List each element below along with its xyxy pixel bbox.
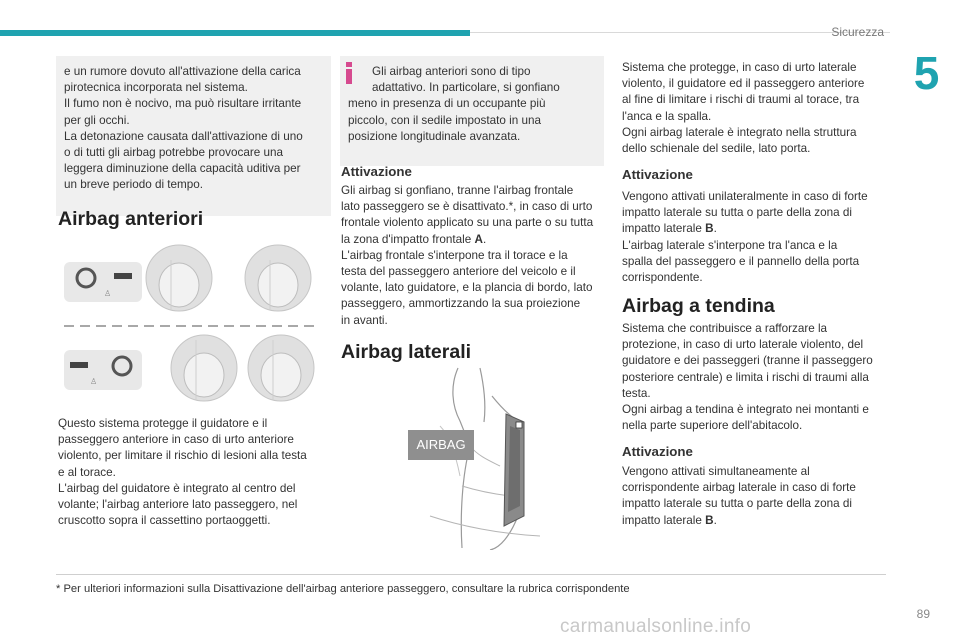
body-line: spalla del passeggero e il pannello della porta xyxy=(622,254,860,268)
box-line: o di tutti gli airbag potrebbe provocare una xyxy=(64,146,283,160)
heading-airbag-a-tendina: Airbag a tendina xyxy=(622,295,775,317)
header-rule xyxy=(470,32,890,33)
warning-box xyxy=(56,56,331,216)
body-line: passeggero anteriore in caso di urto anteriore xyxy=(58,433,294,447)
body-line: protezione, in caso di urto laterale violento, del xyxy=(622,338,864,352)
box-line: e un rumore dovuto all'attivazione della carica xyxy=(64,65,301,78)
body-text: impatto laterale xyxy=(622,513,706,527)
heading-airbag-laterali: Airbag laterali xyxy=(341,341,472,363)
body-line: corrispondente airbag laterale in caso di forte xyxy=(622,481,856,495)
body-line: posteriore centrale) e limita i rischi di traumi alla xyxy=(622,370,869,384)
footnote-rule xyxy=(56,574,886,575)
frontal-activation-text xyxy=(341,183,605,329)
body-line xyxy=(622,513,886,529)
curtain-activation-text xyxy=(622,464,886,529)
body-line: corrispondente. xyxy=(622,271,703,285)
body-line xyxy=(341,232,605,248)
zone-label-b: B xyxy=(705,222,714,236)
info-line: meno in presenza di un occupante più xyxy=(348,97,546,111)
body-text: la zona d'impatto frontale xyxy=(341,232,475,246)
watermark: carmanualsonline.info xyxy=(560,616,752,637)
body-line: Gli airbag si gonfiano, tranne l'airbag frontale xyxy=(341,184,574,197)
info-line: adattativo. In particolare, si gonfiano xyxy=(372,81,560,95)
body-line: Sistema che contribuisce a rafforzare la xyxy=(622,322,828,335)
info-line: piccolo, con il sedile impostato in una xyxy=(348,113,541,127)
body-text: . xyxy=(482,232,487,246)
body-line: Questo sistema protegge il guidatore e il xyxy=(58,417,268,430)
body-line: Vengono attivati simultaneamente al xyxy=(622,465,810,478)
info-line: posizione longitudinale avanzata. xyxy=(348,129,521,143)
body-line: al fine di limitare i rischi di traumi al torace, tra xyxy=(622,93,860,107)
body-line: Sistema che protegge, in caso di urto laterale xyxy=(622,61,857,74)
body-line: impatto laterale su tutta o parte della zona di xyxy=(622,497,852,511)
body-line: l'anca e la spalla. xyxy=(622,109,712,123)
info-line: Gli airbag anteriori sono di tipo xyxy=(372,65,531,78)
body-line: violento, il guidatore ed il passeggero anteriore xyxy=(622,77,865,91)
side-airbag-intro xyxy=(622,60,886,157)
body-line xyxy=(622,221,886,237)
body-line: nella parte superiore dell'abitacolo. xyxy=(622,419,803,433)
section-title: Sicurezza xyxy=(831,25,884,39)
body-line: Ogni airbag laterale è integrato nella struttura xyxy=(622,125,857,139)
box-line: per gli occhi. xyxy=(64,113,130,127)
box-line: La detonazione causata dall'attivazione di uno xyxy=(64,129,303,143)
body-line: violento, per limitare il rischio di lesioni alla testa xyxy=(58,449,307,463)
side-airbag-illustration xyxy=(400,366,546,550)
svg-text:♙: ♙ xyxy=(104,289,112,298)
frontal-airbag-diagram xyxy=(56,240,318,412)
body-line: in avanti. xyxy=(341,313,388,327)
body-text: impatto laterale xyxy=(622,222,706,236)
zone-label-b: B xyxy=(705,513,714,527)
subheading-attivazione-side: Attivazione xyxy=(622,167,693,182)
body-line: L'airbag frontale s'interpone tra il torace e la xyxy=(341,248,568,262)
info-icon xyxy=(346,62,352,84)
side-activation-text xyxy=(622,189,886,286)
svg-text:♙: ♙ xyxy=(90,377,98,386)
airbag-label: AIRBAG xyxy=(408,430,474,460)
box-line: leggera diminuzione della capacità uditiva per xyxy=(64,162,301,176)
body-line: L'airbag del guidatore è integrato al centro del xyxy=(58,481,296,495)
subheading-attivazione-frontal: Attivazione xyxy=(341,164,412,179)
body-line: guidatore e dei passeggeri (tranne il passeggero xyxy=(622,354,873,368)
info-box xyxy=(340,56,604,166)
body-text: . xyxy=(713,513,717,527)
subheading-attivazione-curtain: Attivazione xyxy=(622,444,693,459)
body-line: lato passeggero se è disattivato.*, in caso di urto xyxy=(341,200,593,214)
body-text: . xyxy=(713,222,717,236)
body-line: frontale violento applicato su una parte o su tutta xyxy=(341,216,594,230)
body-line: volante, lato guidatore, e la plancia di bordo, lato xyxy=(341,281,593,295)
curtain-airbag-text xyxy=(622,321,886,434)
body-line: testa del passeggero anteriore del veicolo e il xyxy=(341,265,576,279)
body-line: Ogni airbag a tendina è integrato nei montanti e xyxy=(622,403,869,417)
box-line: pirotecnica incorporata nel sistema. xyxy=(64,81,248,95)
body-line: dello schienale del sedile, lato porta. xyxy=(622,142,811,156)
page-number: 89 xyxy=(916,607,930,621)
body-line: Vengono attivati unilateralmente in caso di forte xyxy=(622,190,868,203)
body-line: impatto laterale su tutta o parte della zona di xyxy=(622,206,852,220)
box-line: un breve periodo di tempo. xyxy=(64,178,204,192)
chapter-number: 5 xyxy=(913,47,940,99)
frontal-airbag-illustration xyxy=(56,240,318,412)
footnote: * Per ulteriori informazioni sulla Disattivazione dell'airbag anteriore passeggero, consultare la rubrica corrispondente xyxy=(56,583,630,595)
header-accent-bar xyxy=(0,30,470,36)
frontal-airbag-description xyxy=(58,416,320,529)
body-line: volante; l'airbag anteriore lato passeggero, nel xyxy=(58,498,298,512)
heading-airbag-anteriori: Airbag anteriori xyxy=(58,208,204,230)
box-line: Il fumo non è nocivo, ma può risultare irritante xyxy=(64,97,302,111)
body-line: L'airbag laterale s'interpone tra l'anca e la xyxy=(622,238,838,252)
zone-label-a: A xyxy=(474,232,483,246)
body-line: testa. xyxy=(622,386,651,400)
body-line: passeggero, ammortizzando la sua proiezione xyxy=(341,297,581,311)
body-line: e al torace. xyxy=(58,465,116,479)
body-line: cruscotto sopra il cassettino portaoggetti. xyxy=(58,514,271,528)
